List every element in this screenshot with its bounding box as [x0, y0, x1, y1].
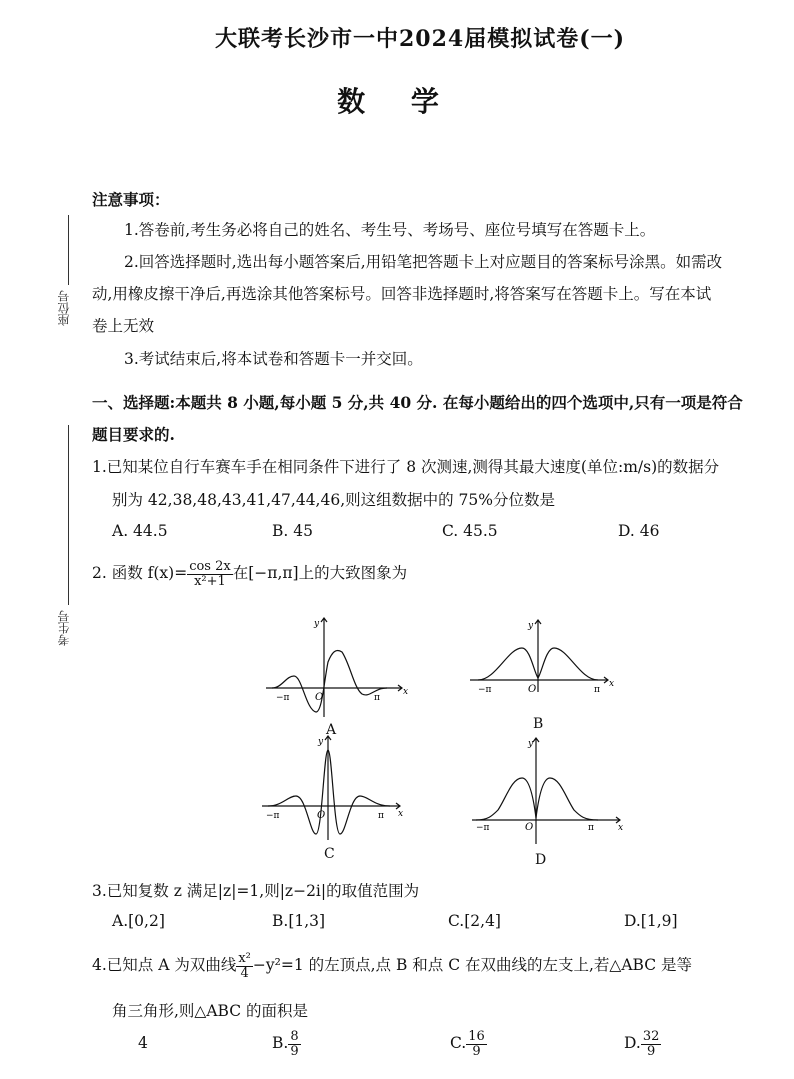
q4-prefix: 4.已知点 A 为双曲线: [92, 956, 237, 974]
graph-d-pi: π: [588, 823, 594, 833]
notice-item-2-cont: 动,用橡皮擦干净后,再选涂其他答案标号。回答非选择题时,将答案写在答题卡上。写在本试: [92, 285, 712, 303]
exam-no-label: 考生号: [57, 610, 71, 646]
graph-a-label: A: [326, 722, 337, 738]
q4-option-d: [624, 1030, 661, 1058]
q4-option-d-num: 32: [642, 1029, 660, 1044]
q2-suffix: 在[−π,π]上的大致图象为: [232, 564, 408, 582]
graph-c-x: x: [398, 809, 404, 819]
graph-c-pi: π: [378, 811, 384, 821]
q3-option-a: A.[0,2]: [112, 912, 165, 930]
q4-option-c: [450, 1030, 487, 1058]
q3-option-d: D.[1,9]: [624, 912, 678, 930]
q4-option-c-num: 16: [468, 1029, 485, 1044]
section-heading-cont: 题目要求的.: [92, 425, 175, 444]
q2-denominator: x²+1: [194, 573, 226, 589]
q1-option-c: C. 45.5: [442, 522, 498, 540]
q3-option-b: B.[1,3]: [272, 912, 326, 930]
graph-a: [262, 612, 412, 722]
graph-d-origin: O: [525, 822, 534, 833]
q4-option-c-fraction: [466, 1030, 487, 1058]
q4-option-a: 4: [138, 1034, 148, 1052]
q4-fraction: [236, 952, 253, 980]
graph-a-x: x: [403, 687, 409, 697]
q4-numerator: x²: [238, 950, 251, 966]
graph-a-pi: π: [374, 693, 380, 703]
graph-d: [468, 732, 628, 847]
q4-option-d-fraction: [641, 1030, 662, 1058]
q2-prefix: 2. 函数 f(x)=: [92, 564, 188, 582]
section-heading: 一、选择题:本题共 8 小题,每小题 5 分,共 40 分. 在每小题给出的四个选项中,只有一项是符合: [92, 393, 743, 412]
q4-option-b-fraction: [288, 1030, 300, 1058]
q4-option-b-label: B.: [272, 1034, 289, 1053]
graph-b-pi: π: [594, 685, 600, 695]
question-1-cont: 别为 42,38,48,43,41,47,44,46,则这组数据中的 75%分位数是: [112, 491, 556, 509]
q3-option-c: C.[2,4]: [448, 912, 501, 930]
graph-a-origin: O: [315, 692, 324, 703]
graph-c: [258, 730, 408, 845]
notice-item-2-end: 卷上无效: [92, 317, 155, 335]
q4-option-d-den: 9: [646, 1043, 656, 1059]
q4-option-c-den: 9: [472, 1043, 481, 1059]
q2-numerator: cos 2x: [189, 558, 231, 574]
graph-b: [466, 612, 616, 722]
graph-b-x: x: [609, 679, 615, 689]
margin-line: [68, 215, 69, 285]
graph-b-label: B: [533, 716, 544, 732]
graph-d-y: y: [528, 739, 534, 749]
margin-line: [68, 425, 69, 605]
question-4-cont: 角三角形,则△ABC 的面积是: [112, 1002, 309, 1020]
q4-option-b: [272, 1030, 301, 1058]
question-3: 3.已知复数 z 满足|z|=1,则|z−2i|的取值范围为: [92, 882, 420, 900]
q4-option-b-den: 9: [290, 1043, 299, 1059]
q4-denominator: 4: [240, 965, 249, 981]
q2-fraction: [187, 560, 233, 588]
q1-option-a: A. 44.5: [112, 522, 168, 540]
question-4: [92, 950, 692, 980]
q4-suffix: −y²=1 的左顶点,点 B 和点 C 在双曲线的左支上,若△ABC 是等: [252, 956, 693, 974]
graph-c-neg-pi: −π: [266, 811, 280, 821]
graph-a-y: y: [314, 619, 320, 629]
question-2: [92, 558, 407, 588]
graph-d-label: D: [535, 852, 547, 868]
graph-d-neg-pi: −π: [476, 823, 490, 833]
q4-option-d-label: D.: [624, 1034, 641, 1053]
q1-option-d: D. 46: [618, 522, 660, 540]
q1-option-b: B. 45: [272, 522, 313, 540]
q4-option-b-num: 8: [290, 1029, 299, 1044]
notice-heading: 注意事项：: [92, 190, 170, 209]
subject-title: 数 学: [337, 85, 457, 118]
graph-b-origin: O: [528, 684, 537, 695]
exam-title: 大联考长沙市一中2024届模拟试卷(一): [214, 26, 626, 52]
graph-c-origin: O: [317, 810, 326, 821]
notice-item-1: 1.答卷前,考生务必将自己的姓名、考生号、考场号、座位号填写在答题卡上。: [124, 221, 656, 239]
graph-b-neg-pi: −π: [478, 685, 492, 695]
graph-d-x: x: [618, 823, 624, 833]
graph-b-y: y: [528, 621, 534, 631]
graph-a-neg-pi: −π: [276, 693, 290, 703]
q4-option-c-label: C.: [450, 1034, 467, 1053]
question-1: 1.已知某位自行车赛车手在相同条件下进行了 8 次测速,测得其最大速度(单位:m/s)的数据分: [92, 458, 720, 476]
graph-c-y: y: [318, 737, 324, 747]
notice-item-3: 3.考试结束后,将本试卷和答题卡一并交回。: [124, 350, 423, 368]
notice-item-2: 2.回答选择题时,选出每小题答案后,用铅笔把答题卡上对应题目的答案标号涂黑。如需改: [124, 253, 723, 271]
graph-c-label: C: [324, 846, 335, 862]
seat-label: 座位号: [57, 290, 71, 326]
